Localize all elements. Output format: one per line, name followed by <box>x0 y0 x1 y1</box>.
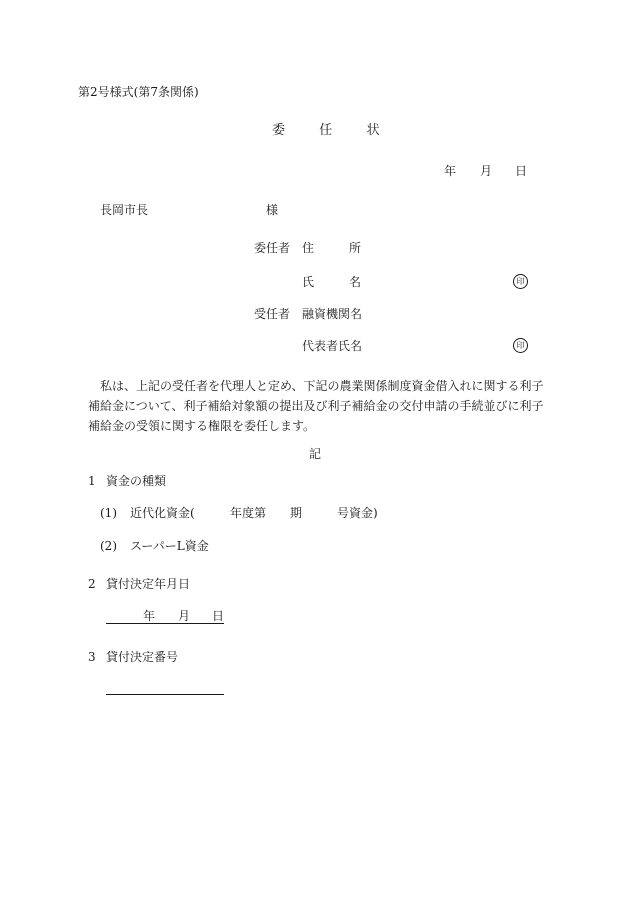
loan-decision-date-field <box>106 609 224 624</box>
item-1-2-label: スーパーL資金 <box>130 539 209 553</box>
item-3-label: 貸付決定番号 <box>106 650 179 664</box>
date-month: 月 <box>480 164 493 178</box>
delegator-address-label-2: 所 <box>349 241 362 255</box>
item-1-1-part-1: 年度第 <box>230 506 267 520</box>
date-day: 日 <box>515 164 528 178</box>
delegation-statement-text: 私は、上記の受任者を代理人と定め、下記の農業関係制度資金借入れに関する利子補給金について、利子補給対象額の提出及び利子補給金の交付申請の手続並びに利子補給金の受領に関する権限を委任します。 <box>88 379 544 433</box>
loan-date-day: 日 <box>212 609 225 623</box>
item-1-2-number: (2) <box>100 539 117 553</box>
form-number: 第2号様式(第7条関係) <box>78 85 199 99</box>
delegator-seal-mark: 印 <box>513 274 528 289</box>
delegator-name-label-2: 名 <box>349 275 362 289</box>
item-2-label: 貸付決定年月日 <box>106 577 191 591</box>
title-char-2: 任 <box>319 123 333 138</box>
delegatee-seal-mark: 印 <box>513 338 528 353</box>
ki-heading: 記 <box>309 447 322 461</box>
addressee-name: 長岡市長 <box>100 203 149 217</box>
title-char-3: 状 <box>366 123 380 138</box>
item-1-number: 1 <box>88 474 96 488</box>
item-1-label: 資金の種類 <box>106 474 167 488</box>
loan-decision-number-field <box>106 680 224 695</box>
item-3-number: 3 <box>88 650 96 664</box>
delegator-address-label-1: 住 <box>302 241 315 255</box>
loan-date-month: 月 <box>178 609 191 623</box>
delegator-name-label-1: 氏 <box>302 275 315 289</box>
delegation-statement <box>88 376 548 436</box>
item-1-1-part-2: 期 <box>290 506 303 520</box>
delegatee-institution-label: 融資機関名 <box>302 307 363 321</box>
addressee-honorific: 様 <box>266 203 279 217</box>
delegator-role: 委任者 <box>254 241 291 255</box>
delegatee-role: 受任者 <box>254 307 291 321</box>
document-title <box>272 124 380 138</box>
delegatee-representative-label: 代表者氏名 <box>302 339 363 353</box>
item-1-1-part-3: 号資金) <box>337 506 378 520</box>
item-2-number: 2 <box>88 577 96 591</box>
loan-date-year: 年 <box>143 609 156 623</box>
title-char-1: 委 <box>272 123 286 138</box>
item-1-1-label: 近代化資金( <box>130 506 195 520</box>
item-1-1-number: (1) <box>100 506 117 520</box>
date-year: 年 <box>444 164 457 178</box>
